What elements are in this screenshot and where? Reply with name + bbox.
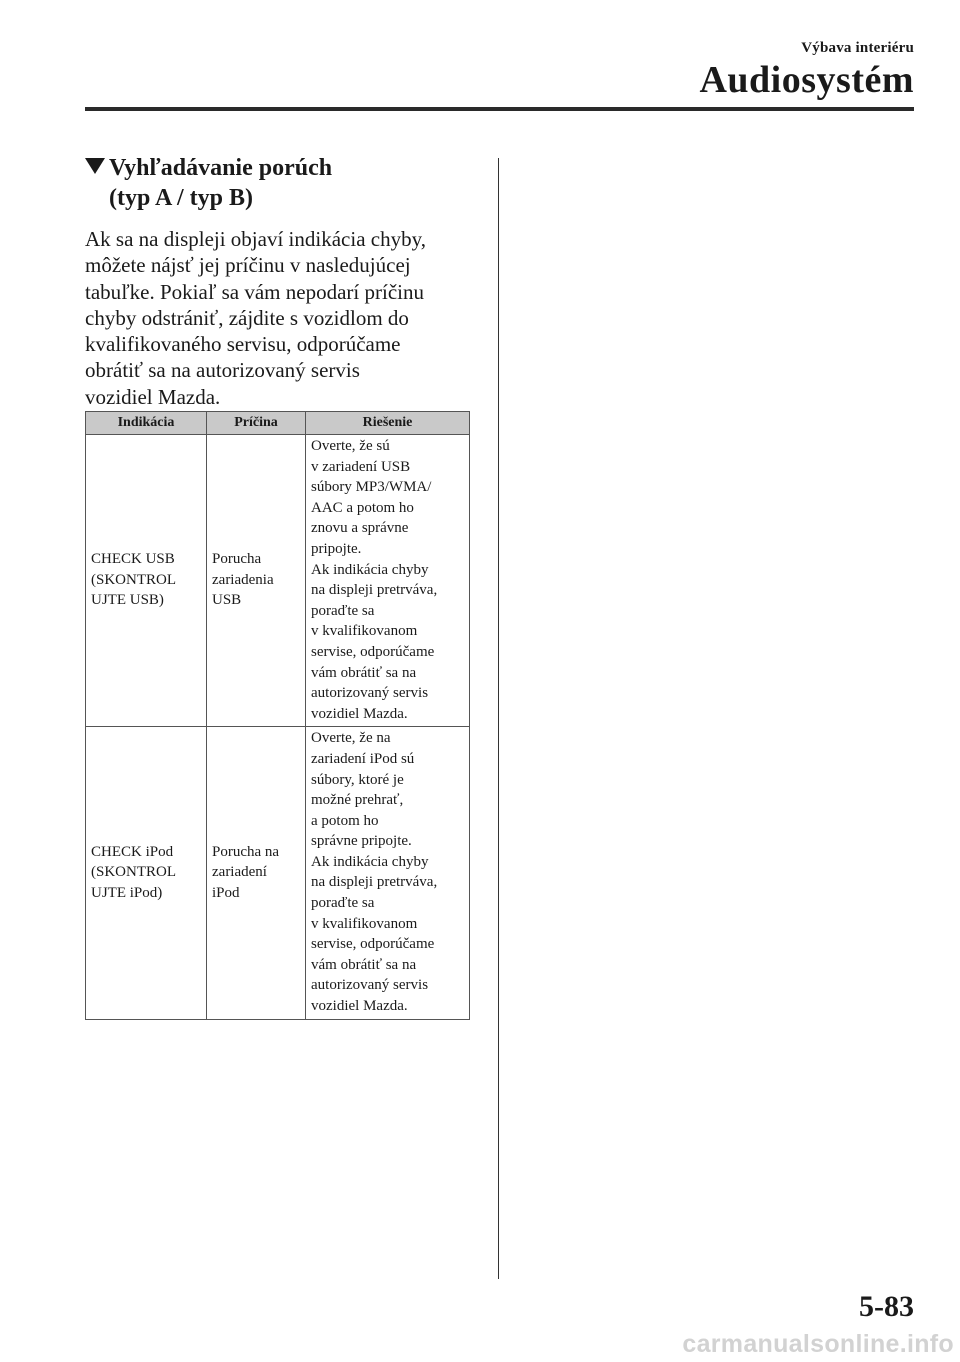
column-header-indication: Indikácia [86, 412, 207, 435]
page-title: Audiosystém [699, 59, 914, 101]
column-header-cause: Príčina [207, 412, 306, 435]
troubleshooting-table [85, 411, 470, 1020]
table-header-row [86, 412, 470, 435]
table-row [86, 435, 470, 727]
triangle-down-icon [85, 158, 105, 174]
page-number: 5-83 [859, 1290, 914, 1323]
column-divider [498, 158, 499, 1279]
indication-cell: CHECK USB (SKONTROL UJTE USB) [86, 435, 207, 727]
solution-cell: Overte, že na zariadení iPod sú súbory, ktoré je možné prehrať, a potom ho správne pripojte. Ak indikácia chyby na displeji pretrváva, poraďte sa v kvalifikovanom servise, odporúčame vám obrátiť sa na autorizovaný servis vozidiel Mazda. [306, 727, 470, 1019]
chapter-label: Výbava interiéru [801, 40, 914, 56]
table-row [86, 727, 470, 1019]
section-title-line1: Vyhľadávanie porúch [109, 155, 333, 181]
watermark: carmanualsonline.info [682, 1330, 954, 1358]
intro-paragraph: Ak sa na displeji objaví indikácia chyby, môžete nájsť jej príčinu v nasledujúcej tabuľke. Pokiaľ sa vám nepodarí príčinu chyby odstrániť, zájdite s vozidlom do kvalifikovaného servisu, odporúčame obrátiť sa na autorizovaný servis vozidiel Mazda. [85, 227, 426, 409]
section-heading [85, 153, 485, 213]
column-header-solution: Riešenie [306, 412, 470, 435]
header-divider [85, 107, 914, 111]
cause-cell: Porucha na zariadení iPod [207, 727, 306, 1019]
section-title-line2: (typ A / typ B) [109, 185, 254, 211]
indication-cell: CHECK iPod (SKONTROL UJTE iPod) [86, 727, 207, 1019]
cause-cell: Porucha zariadenia USB [207, 435, 306, 727]
solution-cell: Overte, že sú v zariadení USB súbory MP3/WMA/ AAC a potom ho znovu a správne pripojte. Ak indikácia chyby na displeji pretrváva, poraďte sa v kvalifikovanom servise, odporúčame vám obrátiť sa na autorizovaný servis vozidiel Mazda. [306, 435, 470, 727]
